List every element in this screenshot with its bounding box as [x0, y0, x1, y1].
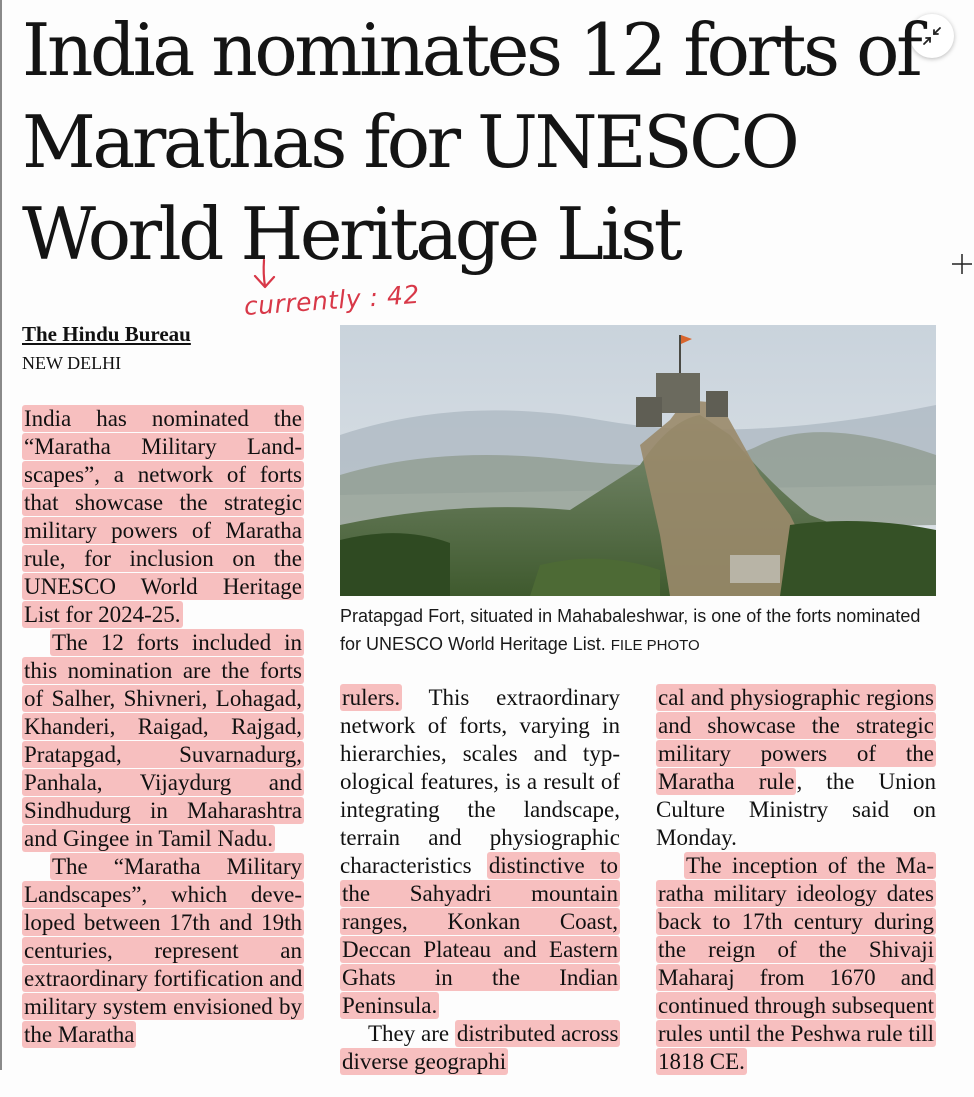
article-column-3	[656, 684, 936, 1076]
highlighted-text: distinctive to the Sahyadri mountain ranges, Konkan Coast, Deccan Plateau and Eastern Ghats in the Indian Peninsula.	[342, 853, 618, 1018]
handwritten-annotation: currently : 42	[242, 279, 421, 321]
byline: The Hindu Bureau	[22, 322, 191, 346]
highlighted-text: rulers.	[342, 685, 401, 710]
page-edge-rule	[0, 0, 2, 1070]
photo-credit: FILE PHOTO	[610, 637, 700, 654]
highlighted-text: cal and physiographic regions and showcase the strategic military powers of the Maratha rule	[658, 685, 934, 794]
body-text: They are	[368, 1021, 455, 1046]
highlighted-text: distributed across diverse geographi	[342, 1021, 619, 1074]
highlighted-text: The inception of the Maratha military ideology dates back to 17th century during the reign of the Shivaji Maharaj from 1670 and continued through subsequent rules until the Peshwa rule till 1818 CE.	[658, 853, 934, 1074]
crosshair-cursor-icon	[950, 252, 974, 276]
article-column-1	[22, 405, 304, 1049]
fort-photo	[340, 325, 936, 596]
headline: India nominates 12 forts of Marathas for UNESCO World Heritage List	[22, 8, 920, 276]
highlighted-text: The 12 forts included in this nomination are the forts of Salher, Shivneri, Lohagad, Khanderi, Raigad, Rajgad, Pratapgad, Suvarnadurg, Panhala, Vijaydurg and Sindhudurg in Maharashtra and Gingee in Tamil Nadu.	[24, 630, 302, 851]
caption-text: Pratapgad Fort, situated in Mahabaleshwar, is one of the forts nominated for UNESCO World Heritage List.	[340, 606, 921, 654]
article-column-2	[340, 684, 620, 1076]
photo-caption	[340, 602, 940, 660]
body-text: This extraordinary network of forts, varying in hierarchies, scales and typological features, is a result of integrating the landscape, terrain and physiographic characteristics	[340, 685, 620, 878]
highlighted-text: India has nominated the “Maratha Military Landscapes”, a network of forts that showcase the strategic military powers of Maratha rule, for inclusion on the UNESCO World Heritage List for 2024-25.	[24, 406, 302, 627]
dateline: NEW DELHI	[22, 353, 122, 373]
body-text: , the Union Culture Ministry said on Monday.	[656, 769, 936, 850]
minimize-icon	[921, 25, 943, 47]
highlighted-text: The “Maratha Military Landscapes”, which developed between 17th and 19th centuries, represent an extraordinary fortification and military system envisioned by the Maratha	[24, 854, 303, 1047]
